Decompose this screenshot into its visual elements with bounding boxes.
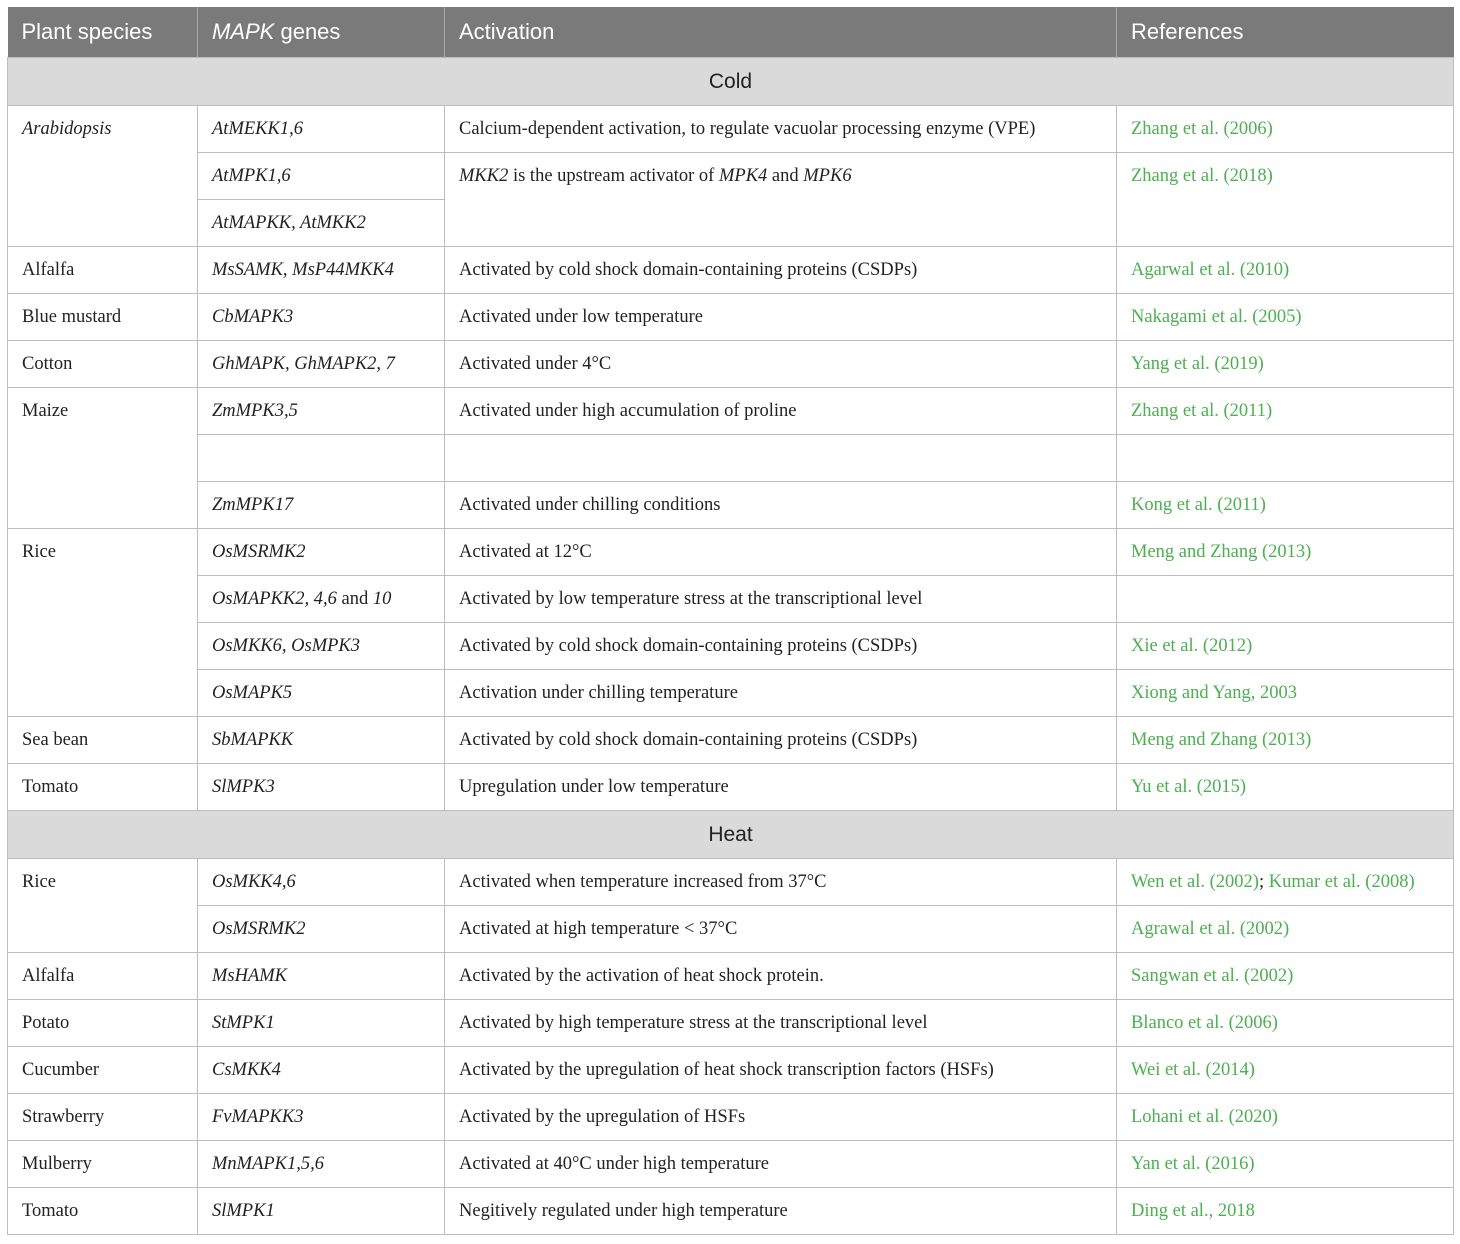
species-cell: Blue mustard <box>8 294 198 341</box>
gene-cell: MsHAMK <box>198 953 445 1000</box>
table-row <box>8 1141 1454 1188</box>
reference-link[interactable]: Yu et al. (2015) <box>1117 764 1454 811</box>
activation-cell: Activated at high temperature < 37°C <box>445 906 1117 953</box>
activation-cell: Activated by cold shock domain-containing proteins (CSDPs) <box>445 717 1117 764</box>
gene-cell: OsMKK4,6 <box>198 859 445 906</box>
reference-cell <box>1117 576 1454 623</box>
species-cell: Tomato <box>8 1188 198 1235</box>
species-cell: Maize <box>8 388 198 529</box>
gene-cell: FvMAPKK3 <box>198 1094 445 1141</box>
gene-cell: OsMAPKK2, 4,6 and 10 <box>198 576 445 623</box>
table-row <box>8 953 1454 1000</box>
activation-cell: Activated by high temperature stress at the transcriptional level <box>445 1000 1117 1047</box>
gene-cell: OsMSRMK2 <box>198 906 445 953</box>
gene-cell: SlMPK3 <box>198 764 445 811</box>
species-cell: Rice <box>8 859 198 953</box>
activation-cell: Calcium-dependent activation, to regulate vacuolar processing enzyme (VPE) <box>445 106 1117 153</box>
reference-link[interactable]: Xie et al. (2012) <box>1117 623 1454 670</box>
gene-cell: MnMAPK1,5,6 <box>198 1141 445 1188</box>
activation-cell: Upregulation under low temperature <box>445 764 1117 811</box>
section-heat <box>8 811 1454 859</box>
header-mapk-genes: MAPK genes <box>198 7 445 58</box>
table-row <box>8 906 1454 953</box>
species-cell: Strawberry <box>8 1094 198 1141</box>
gene-cell: CsMKK4 <box>198 1047 445 1094</box>
table-row <box>8 529 1454 576</box>
table-row <box>8 1000 1454 1047</box>
activation-cell: Activated by the upregulation of HSFs <box>445 1094 1117 1141</box>
table-row <box>8 153 1454 200</box>
activation-cell: Activated by the activation of heat shock protein. <box>445 953 1117 1000</box>
section-cold <box>8 58 1454 106</box>
species-cell: Arabidopsis <box>8 106 198 247</box>
species-cell: Alfalfa <box>8 953 198 1000</box>
table-row <box>8 482 1454 529</box>
species-cell: Alfalfa <box>8 247 198 294</box>
table-row <box>8 670 1454 717</box>
table-row <box>8 576 1454 623</box>
gene-cell: ZmMPK3,5 <box>198 388 445 435</box>
species-cell: Cucumber <box>8 1047 198 1094</box>
activation-cell: Activated by the upregulation of heat shock transcription factors (HSFs) <box>445 1047 1117 1094</box>
gene-cell: GhMAPK, GhMAPK2, 7 <box>198 341 445 388</box>
gene-cell: AtMEKK1,6 <box>198 106 445 153</box>
gene-cell: MsSAMK, MsP44MKK4 <box>198 247 445 294</box>
reference-link[interactable]: Zhang et al. (2018) <box>1117 153 1454 247</box>
reference-link[interactable]: Zhang et al. (2006) <box>1117 106 1454 153</box>
header-row <box>8 7 1454 58</box>
reference-link[interactable]: Blanco et al. (2006) <box>1117 1000 1454 1047</box>
reference-link[interactable]: Meng and Zhang (2013) <box>1117 717 1454 764</box>
activation-cell: Activation under chilling temperature <box>445 670 1117 717</box>
activation-cell: Activated by cold shock domain-containing proteins (CSDPs) <box>445 247 1117 294</box>
table-row <box>8 247 1454 294</box>
gene-cell: StMPK1 <box>198 1000 445 1047</box>
table-row <box>8 1188 1454 1235</box>
table-row <box>8 764 1454 811</box>
table-row <box>8 859 1454 906</box>
reference-cell: Wen et al. (2002); Kumar et al. (2008) <box>1117 859 1454 906</box>
activation-cell: MKK2 is the upstream activator of MPK4 and MPK6 <box>445 153 1117 247</box>
reference-link[interactable]: Nakagami et al. (2005) <box>1117 294 1454 341</box>
activation-cell: Activated at 40°C under high temperature <box>445 1141 1117 1188</box>
section-title: Cold <box>8 58 1454 106</box>
gene-cell: AtMAPKK, AtMKK2 <box>198 200 445 247</box>
table-row <box>8 623 1454 670</box>
activation-cell: Activated by low temperature stress at the transcriptional level <box>445 576 1117 623</box>
activation-cell <box>445 435 1117 482</box>
species-cell: Potato <box>8 1000 198 1047</box>
gene-cell <box>198 435 445 482</box>
reference-link[interactable]: Ding et al., 2018 <box>1117 1188 1454 1235</box>
section-title: Heat <box>8 811 1454 859</box>
species-cell: Cotton <box>8 341 198 388</box>
activation-cell: Activated under 4°C <box>445 341 1117 388</box>
reference-link[interactable]: Kong et al. (2011) <box>1117 482 1454 529</box>
gene-cell: OsMKK6, OsMPK3 <box>198 623 445 670</box>
activation-cell: Negitively regulated under high temperature <box>445 1188 1117 1235</box>
reference-link[interactable]: Xiong and Yang, 2003 <box>1117 670 1454 717</box>
table-row <box>8 717 1454 764</box>
activation-cell: Activated by cold shock domain-containing proteins (CSDPs) <box>445 623 1117 670</box>
table-row <box>8 1094 1454 1141</box>
reference-link[interactable]: Kumar et al. (2008) <box>1268 872 1415 892</box>
gene-cell: ZmMPK17 <box>198 482 445 529</box>
reference-link[interactable]: Zhang et al. (2011) <box>1117 388 1454 435</box>
mapk-table <box>7 7 1454 1235</box>
reference-cell <box>1117 435 1454 482</box>
species-cell: Mulberry <box>8 1141 198 1188</box>
gene-cell: OsMSRMK2 <box>198 529 445 576</box>
species-cell: Rice <box>8 529 198 717</box>
table-row <box>8 106 1454 153</box>
activation-cell: Activated under high accumulation of proline <box>445 388 1117 435</box>
reference-link[interactable]: Wei et al. (2014) <box>1117 1047 1454 1094</box>
reference-link[interactable]: Sangwan et al. (2002) <box>1117 953 1454 1000</box>
gene-cell: SbMAPKK <box>198 717 445 764</box>
species-cell: Sea bean <box>8 717 198 764</box>
activation-cell: Activated when temperature increased from 37°C <box>445 859 1117 906</box>
reference-link[interactable]: Lohani et al. (2020) <box>1117 1094 1454 1141</box>
activation-cell: Activated under chilling conditions <box>445 482 1117 529</box>
species-cell: Tomato <box>8 764 198 811</box>
gene-cell: OsMAPK5 <box>198 670 445 717</box>
table-row <box>8 294 1454 341</box>
activation-cell: Activated under low temperature <box>445 294 1117 341</box>
reference-link[interactable]: Agarwal et al. (2010) <box>1117 247 1454 294</box>
header-plant-species: Plant species <box>8 7 198 58</box>
reference-link[interactable]: Agrawal et al. (2002) <box>1117 906 1454 953</box>
header-activation: Activation <box>445 7 1117 58</box>
table-row-empty <box>8 435 1454 482</box>
gene-cell: CbMAPK3 <box>198 294 445 341</box>
gene-cell: SlMPK1 <box>198 1188 445 1235</box>
table-row <box>8 1047 1454 1094</box>
reference-link[interactable]: Yang et al. (2019) <box>1117 341 1454 388</box>
header-references: References <box>1117 7 1454 58</box>
reference-link[interactable]: Meng and Zhang (2013) <box>1117 529 1454 576</box>
reference-link[interactable]: Yan et al. (2016) <box>1117 1141 1454 1188</box>
table-row <box>8 341 1454 388</box>
gene-cell: AtMPK1,6 <box>198 153 445 200</box>
reference-link[interactable]: Wen et al. (2002) <box>1131 872 1259 892</box>
table-row <box>8 388 1454 435</box>
activation-cell: Activated at 12°C <box>445 529 1117 576</box>
